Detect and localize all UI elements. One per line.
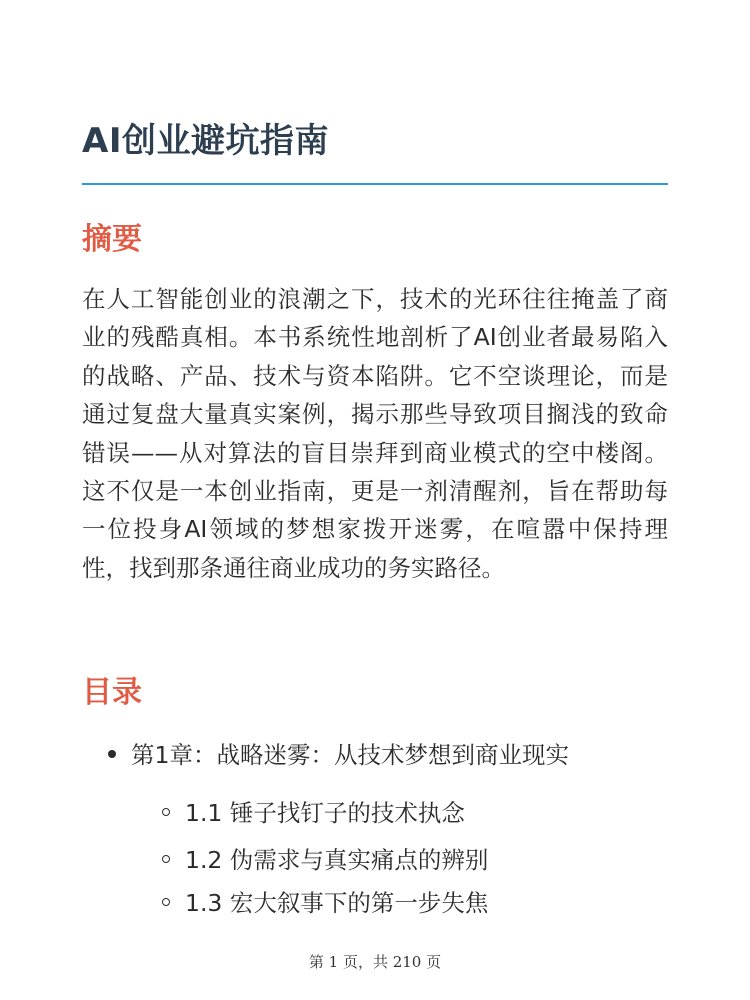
- abstract-heading: 摘要: [82, 222, 142, 257]
- page-number-footer: 第 1 页，共 210 页: [308, 953, 442, 971]
- bullet-circle-icon: [162, 855, 170, 863]
- bullet-circle-icon: [162, 898, 170, 906]
- title-divider: [82, 183, 668, 185]
- toc-section-label: 1.3 宏大叙事下的第一步失焦: [185, 889, 489, 917]
- toc-chapter-1[interactable]: [108, 735, 569, 775]
- abstract-paragraph: 在人工智能创业的浪潮之下，技术的光环往往掩盖了商业的残酷真相。本书系统性地剖析了AI创业者最易陷入的战略、产品、技术与资本陷阱。它不空谈理论，而是通过复盘大量真实案例，揭示那些导致项目搁浅的致命错误——从对算法的盲目崇拜到商业模式的空中楼阁。这不仅是一本创业指南，更是一剂清醒剂，旨在帮助每一位投身AI领域的梦想家拨开迷雾，在喧嚣中保持理性，找到那条通往商业成功的务实路径。: [82, 285, 668, 582]
- toc-section-label: 1.1 锤子找钉子的技术执念: [185, 799, 465, 827]
- toc-section-1-1[interactable]: [162, 793, 465, 833]
- toc-chapter-label: 第1章：战略迷雾：从技术梦想到商业现实: [131, 741, 569, 769]
- toc-heading: 目录: [82, 675, 142, 710]
- toc-section-label: 1.2 伪需求与真实痛点的辨别: [185, 846, 489, 874]
- bullet-circle-icon: [162, 808, 170, 816]
- bullet-disc-icon: [108, 750, 116, 758]
- document-title: AI创业避坑指南: [82, 121, 329, 161]
- toc-section-1-2[interactable]: [162, 840, 488, 880]
- toc-section-1-3[interactable]: [162, 883, 488, 923]
